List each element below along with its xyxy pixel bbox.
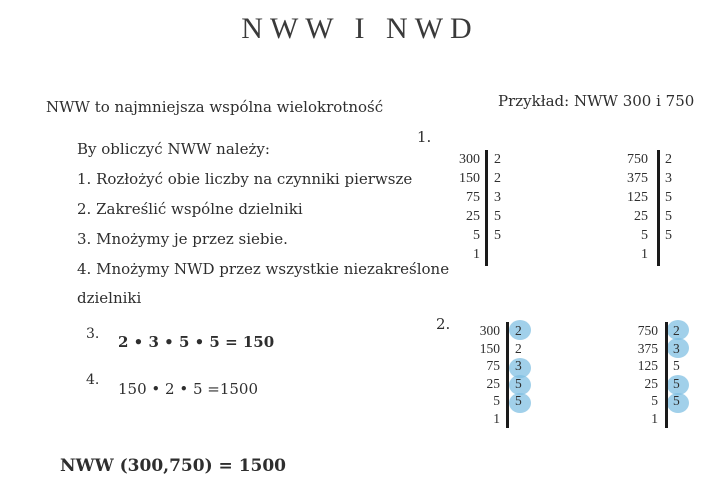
- example-title: Przykład: NWW 300 i 750: [498, 92, 695, 110]
- factor-cell: 5: [494, 209, 501, 224]
- factor-cell: 5: [673, 358, 680, 373]
- factor-cell: 3: [515, 358, 522, 373]
- divider-line: [657, 150, 660, 266]
- step-4: 4. Mnożymy NWD przez wszystkie niezakreślone: [77, 260, 450, 278]
- step-2: 2. Zakreślić wspólne dzielniki: [77, 200, 303, 218]
- final-result: NWW (300,750) = 1500: [60, 456, 287, 476]
- factor-cell: 2: [515, 340, 522, 356]
- number-cell: 75: [466, 190, 480, 205]
- calc-step-4: 150 • 2 • 5 =1500: [118, 380, 258, 398]
- factor-cell: 5: [673, 375, 680, 391]
- factor-cell: 5: [515, 375, 522, 391]
- calc-step-3-number: 3.: [86, 326, 100, 342]
- number-cell: 1: [473, 247, 480, 262]
- factor-cell: 3: [494, 190, 501, 205]
- divider-line: [665, 322, 668, 428]
- number-cell: 5: [651, 393, 658, 408]
- number-cell: 1: [493, 410, 500, 426]
- number-cell: 150: [459, 171, 480, 186]
- number-cell: 125: [637, 358, 658, 373]
- number-cell: 375: [627, 171, 648, 186]
- factor-cell: 2: [494, 171, 501, 186]
- factor-cell: 5: [673, 393, 680, 408]
- number-cell: 5: [641, 228, 648, 243]
- factor-cell: 5: [515, 393, 522, 408]
- steps-intro: By obliczyć NWW należy:: [77, 140, 270, 158]
- number-cell: 750: [627, 152, 648, 167]
- calc-step-3: 2 • 3 • 5 • 5 = 150: [118, 333, 275, 351]
- number-cell: 375: [637, 340, 658, 356]
- factor-cell: 2: [515, 323, 522, 338]
- step-3: 3. Mnożymy je przez siebie.: [77, 230, 288, 248]
- step-4-continuation: dzielniki: [77, 289, 142, 307]
- factor-cell: 5: [665, 190, 672, 205]
- factor-cell: 3: [673, 340, 680, 356]
- number-cell: 150: [479, 340, 500, 356]
- number-cell: 125: [627, 190, 648, 205]
- divider-line: [506, 322, 509, 428]
- divider-line: [485, 150, 488, 266]
- number-cell: 5: [493, 393, 500, 408]
- factors-column: [494, 150, 501, 245]
- factors-column: [673, 322, 680, 410]
- number-cell: 1: [651, 410, 658, 426]
- number-cell: 25: [466, 209, 480, 224]
- factor-cell: 5: [494, 228, 501, 243]
- factor-cell: 3: [665, 171, 672, 186]
- numbers-column: [638, 322, 658, 427]
- page-title: NWW I NWD: [241, 12, 479, 45]
- factor-cell: 2: [665, 152, 672, 167]
- factors-column: [665, 150, 672, 245]
- factor-cell: 2: [494, 152, 501, 167]
- definition-text: NWW to najmniejsza wspólna wielokrotność: [46, 98, 384, 116]
- numbers-column: [459, 150, 480, 264]
- calc-step-4-number: 4.: [86, 372, 100, 388]
- factors-column: [515, 322, 522, 410]
- section-label-1: 1.: [417, 128, 432, 146]
- number-cell: 25: [486, 375, 500, 391]
- numbers-column: [480, 322, 500, 427]
- section-label-2: 2.: [436, 315, 451, 333]
- factor-cell: 2: [673, 323, 680, 338]
- number-cell: 5: [473, 228, 480, 243]
- number-cell: 300: [459, 152, 480, 167]
- number-cell: 75: [486, 358, 500, 373]
- step-1: 1. Rozłożyć obie liczby na czynniki pierwsze: [77, 170, 413, 188]
- factor-cell: 5: [665, 209, 672, 224]
- number-cell: 750: [637, 323, 658, 338]
- number-cell: 1: [641, 247, 648, 262]
- number-cell: 25: [644, 375, 658, 391]
- factor-cell: 5: [665, 228, 672, 243]
- numbers-column: [627, 150, 648, 264]
- number-cell: 300: [479, 323, 500, 338]
- number-cell: 25: [634, 209, 648, 224]
